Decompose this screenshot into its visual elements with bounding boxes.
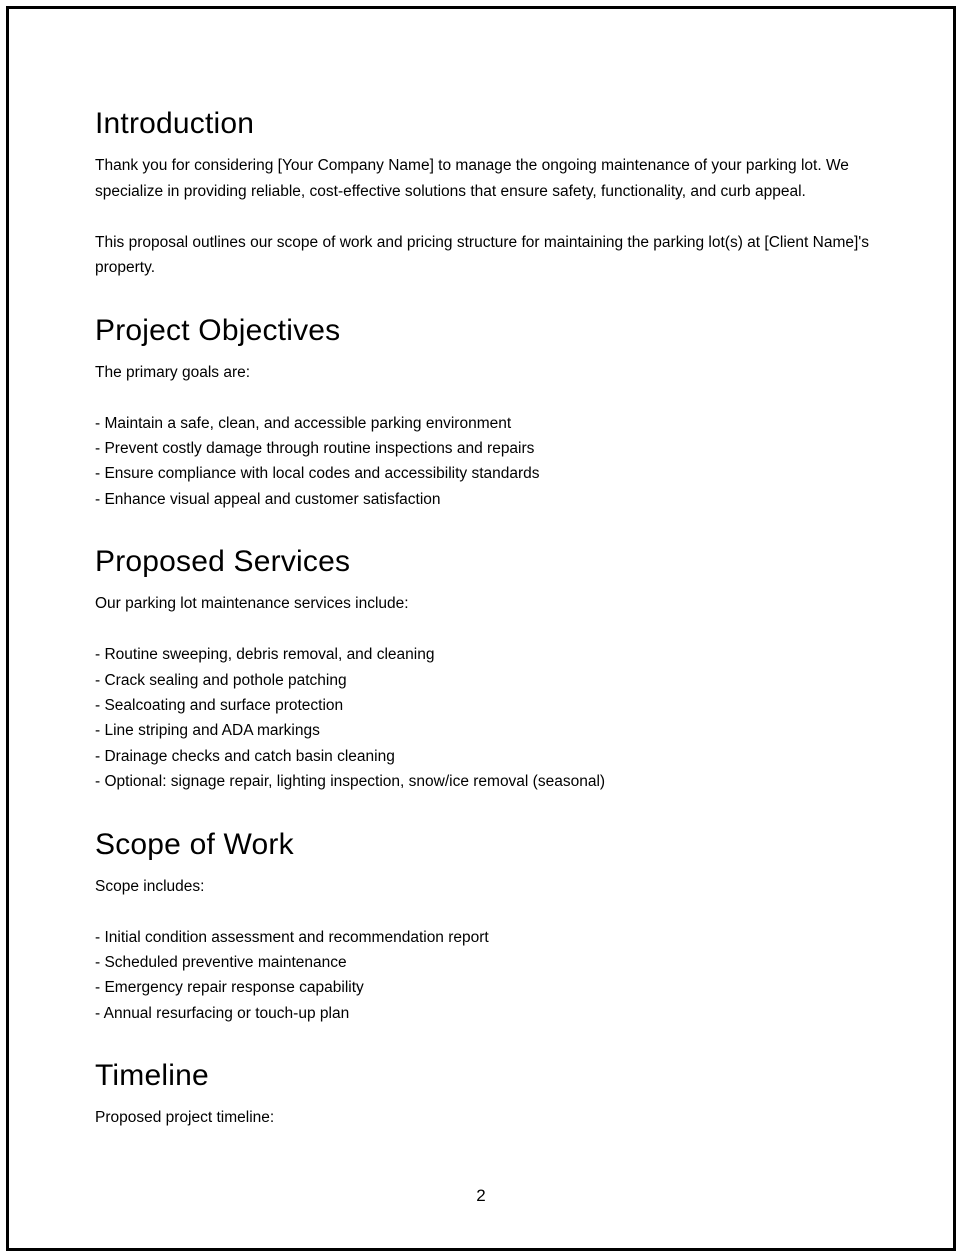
- timeline-intro: Proposed project timeline:: [95, 1109, 275, 1127]
- section-introduction: [95, 104, 885, 281]
- list-item: - Prevent costly damage through routine inspections and repairs: [95, 439, 535, 457]
- list-item: - Ensure compliance with local codes and accessibility standards: [95, 465, 540, 483]
- list-item: - Routine sweeping, debris removal, and cleaning: [95, 646, 435, 664]
- objectives-list: [95, 411, 885, 513]
- section-scope: [95, 825, 885, 1027]
- section-title-timeline: Timeline: [95, 1059, 209, 1093]
- section-title-objectives: Project Objectives: [95, 313, 341, 347]
- list-item: - Crack sealing and pothole patching: [95, 671, 347, 689]
- objectives-intro: The primary goals are:: [95, 363, 251, 381]
- list-item: - Sealcoating and surface protection: [95, 696, 344, 714]
- list-item: - Enhance visual appeal and customer satisfaction: [95, 490, 441, 508]
- list-item: - Scheduled preventive maintenance: [95, 953, 347, 971]
- list-item: - Line striping and ADA markings: [95, 722, 320, 740]
- section-services: [95, 542, 885, 794]
- services-list: [95, 642, 885, 794]
- list-item: - Emergency repair response capability: [95, 979, 364, 997]
- scope-list: [95, 925, 885, 1027]
- section-title-services: Proposed Services: [95, 545, 351, 579]
- services-intro: Our parking lot maintenance services include:: [95, 595, 409, 613]
- document-page: [6, 6, 956, 1251]
- list-item: - Annual resurfacing or touch-up plan: [95, 1004, 350, 1022]
- list-item: - Drainage checks and catch basin cleaning: [95, 747, 395, 765]
- page-number: 2: [476, 1186, 486, 1205]
- section-title-introduction: Introduction: [95, 107, 255, 140]
- section-objectives: [95, 311, 885, 513]
- list-item: - Optional: signage repair, lighting inspection, snow/ice removal (seasonal): [95, 773, 606, 791]
- scope-intro: Scope includes:: [95, 877, 205, 895]
- list-item: - Maintain a safe, clean, and accessible parking environment: [95, 414, 512, 432]
- section-title-scope: Scope of Work: [95, 827, 294, 861]
- page-content: [95, 104, 885, 1131]
- introduction-paragraph-1: Thank you for considering [Your Company Name] to manage the ongoing maintenance of your parking lot. We specialize in providing reliable, cost-effective solutions that ensure safety, functionality, and curb appeal.: [95, 157, 849, 200]
- section-timeline: [95, 1056, 885, 1131]
- introduction-paragraph-2: This proposal outlines our scope of work and pricing structure for maintaining the parking lot(s) at [Client Name]'s property.: [95, 233, 870, 276]
- list-item: - Initial condition assessment and recommendation report: [95, 928, 489, 946]
